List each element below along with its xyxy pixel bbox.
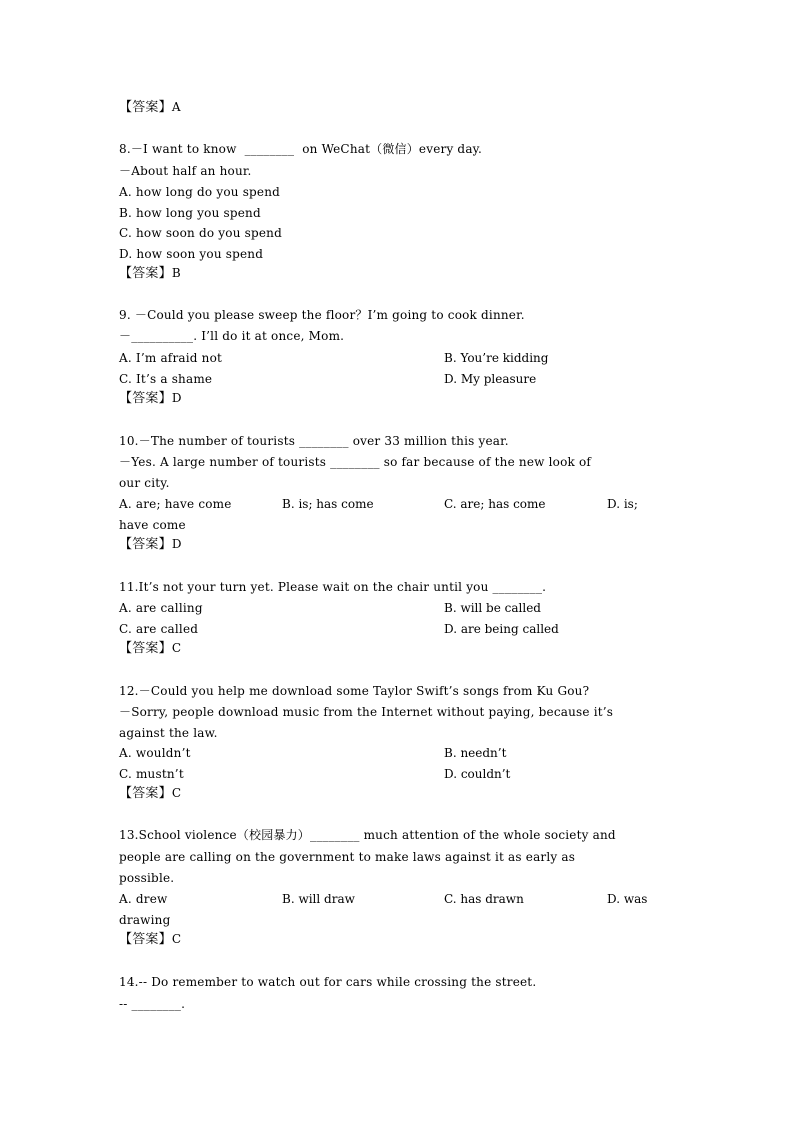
question-8-option-d: D. how soon you spend (119, 247, 264, 261)
question-12-option-a: A. wouldn’t (119, 746, 191, 760)
question-8-option-c: C. how soon do you spend (119, 226, 282, 240)
answer-label: 【答案】 (119, 537, 172, 552)
question-10-option-b: B. is; has come (282, 497, 374, 511)
answer-value: D (171, 391, 182, 405)
answer-line-11 (119, 640, 181, 657)
question-10-reply-line2: our city. (119, 476, 170, 490)
question-11-stem: 11.It’s not your turn yet. Please wait on the chair until you ________. (119, 580, 547, 594)
answer-line-9 (119, 390, 182, 407)
question-13-stem-line2: people are calling on the government to make laws against it as early as (119, 850, 576, 864)
question-9-option-b: B. You’re kidding (444, 351, 549, 365)
question-8-reply: －About half an hour. (119, 164, 252, 178)
question-10-option-d: D. is; (607, 497, 638, 511)
answer-value: A (171, 100, 181, 114)
question-9-option-a: A. I’m afraid not (119, 351, 223, 365)
question-9-option-c: C. It’s a shame (119, 372, 213, 386)
question-10-option-c: C. are; has come (444, 497, 546, 511)
answer-value: C (171, 932, 182, 946)
answer-value: C (171, 786, 182, 800)
question-12-stem: 12.－Could you help me download some Taylor Swift’s songs from Ku Gou? (119, 684, 590, 698)
answer-line-7 (119, 99, 181, 116)
answer-label: 【答案】 (119, 641, 172, 656)
answer-label: 【答案】 (119, 932, 172, 947)
question-12-option-b: B. needn’t (444, 746, 507, 760)
question-8-option-a: A. how long do you spend (119, 185, 281, 199)
answer-line-8 (119, 265, 181, 282)
question-8-stem: 8.－I want to know ________ on WeChat（微信）every day. (119, 142, 483, 156)
question-9-stem: 9. －Could you please sweep the floor？I’m going to cook dinner. (119, 308, 525, 322)
question-10-stem: 10.－The number of tourists ________ over 33 million this year. (119, 434, 509, 448)
answer-line-12 (119, 785, 181, 802)
question-10-reply-line1: －Yes. A large number of tourists ________ so far because of the new look of (119, 455, 592, 469)
question-13-stem-line3: possible. (119, 871, 175, 885)
question-13-option-d: D. was (607, 892, 648, 906)
question-12-option-d: D. couldn’t (444, 767, 511, 781)
question-13-stem-line1: 13.School violence（校园暴力）________ much attention of the whole society and (119, 828, 616, 842)
answer-label: 【答案】 (119, 786, 172, 801)
question-11-option-b: B. will be called (444, 601, 541, 615)
answer-value: B (171, 266, 181, 280)
question-11-option-a: A. are calling (119, 601, 203, 615)
question-12-reply-line2: against the law. (119, 726, 218, 740)
answer-line-10 (119, 536, 182, 553)
question-11-option-d: D. are being called (444, 622, 559, 636)
question-13-option-c: C. has drawn (444, 892, 524, 906)
question-10-option-a: A. are; have come (119, 497, 232, 511)
answer-value: D (171, 537, 182, 551)
answer-value: C (171, 641, 182, 655)
answer-label: 【答案】 (119, 266, 172, 281)
answer-label: 【答案】 (119, 100, 172, 115)
question-13-option-d-cont: drawing (119, 913, 171, 927)
question-13-option-a: A. drew (119, 892, 168, 906)
question-12-reply-line1: －Sorry, people download music from the Internet without paying, because it’s (119, 705, 614, 719)
answer-label: 【答案】 (119, 391, 172, 406)
question-10-option-d-cont: have come (119, 518, 186, 532)
question-14-stem: 14.-- Do remember to watch out for cars while crossing the street. (119, 975, 537, 989)
question-9-reply: －__________. I’ll do it at once, Mom. (119, 329, 345, 343)
question-9-option-d: D. My pleasure (444, 372, 537, 386)
question-13-option-b: B. will draw (282, 892, 355, 906)
question-12-option-c: C. mustn’t (119, 767, 184, 781)
question-14-reply: -- ________. (119, 997, 186, 1011)
question-11-option-c: C. are called (119, 622, 199, 636)
answer-line-13 (119, 931, 181, 948)
question-8-option-b: B. how long you spend (119, 206, 261, 220)
